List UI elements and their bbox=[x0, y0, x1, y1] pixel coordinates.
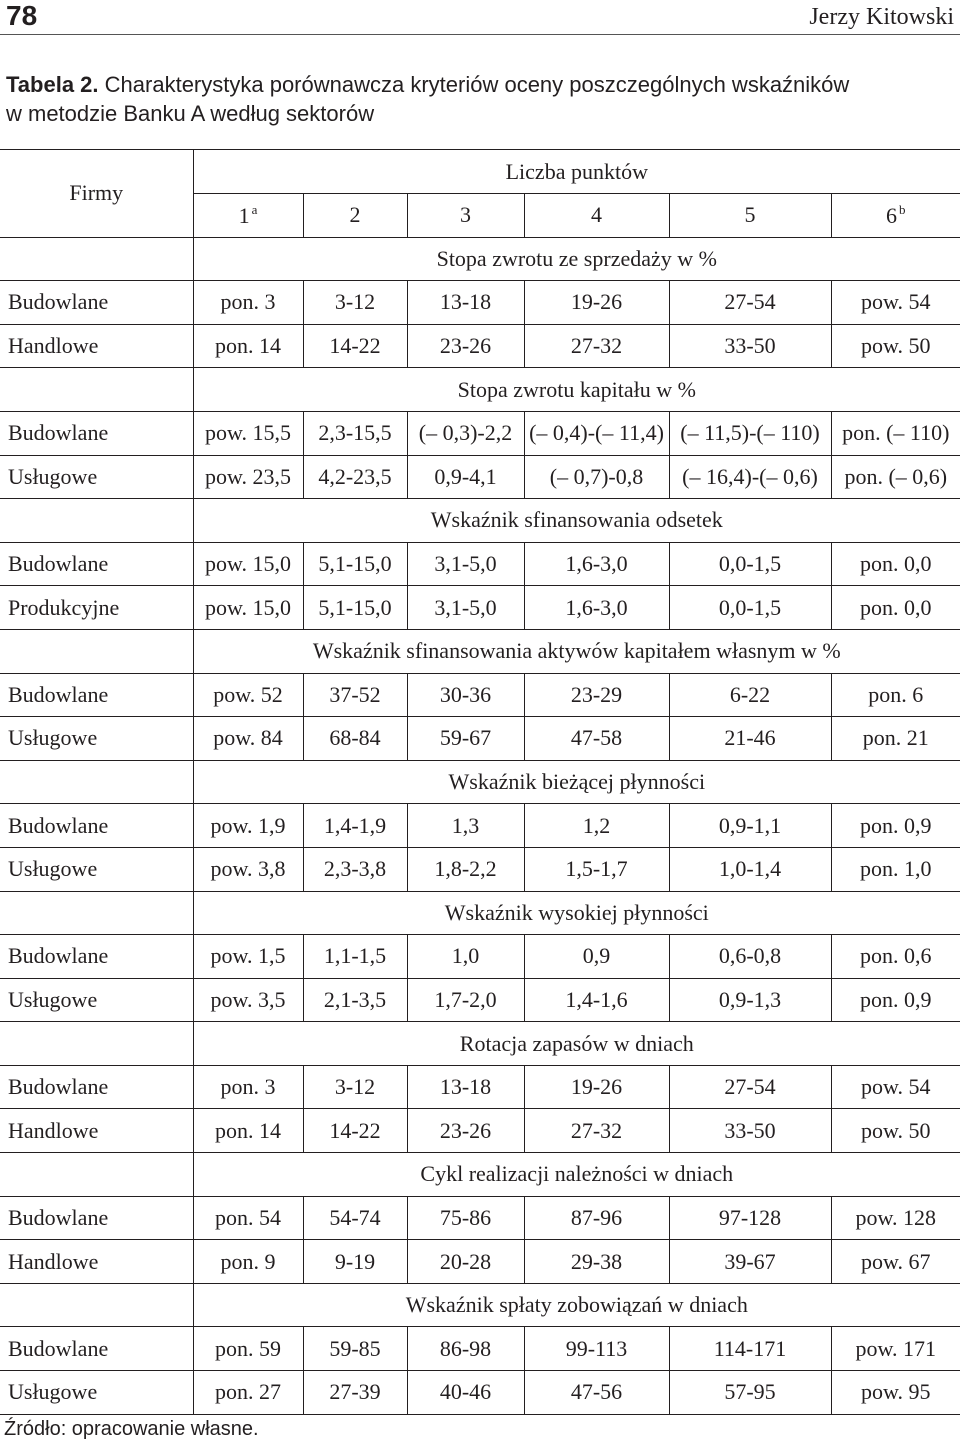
table-row bbox=[0, 542, 960, 586]
table-row bbox=[0, 411, 960, 455]
value-cell: pow. 50 bbox=[831, 324, 960, 368]
column-header bbox=[407, 194, 524, 238]
column-header bbox=[831, 194, 960, 238]
value-cell: 1,1-1,5 bbox=[303, 935, 407, 979]
section-title: Stopa zwrotu kapitału w % bbox=[193, 368, 960, 412]
firm-cell: Budowlane bbox=[0, 673, 193, 717]
firms-header: Firmy bbox=[0, 150, 193, 238]
section-spacer-cell bbox=[0, 368, 193, 412]
column-header-label: 5 bbox=[744, 202, 756, 228]
table-row bbox=[0, 1065, 960, 1109]
value-cell: pow. 1,5 bbox=[193, 935, 303, 979]
section-spacer-cell bbox=[0, 760, 193, 804]
firm-cell: Budowlane bbox=[0, 1327, 193, 1371]
value-cell: 27-39 bbox=[303, 1371, 407, 1415]
section-title: Rotacja zapasów w dniach bbox=[193, 1022, 960, 1066]
page-number: 78 bbox=[6, 0, 38, 31]
value-cell: 23-26 bbox=[407, 324, 524, 368]
value-cell: 68-84 bbox=[303, 717, 407, 761]
firm-cell: Budowlane bbox=[0, 281, 193, 325]
section-row bbox=[0, 1153, 960, 1197]
value-cell: 23-29 bbox=[524, 673, 669, 717]
value-cell: pow. 128 bbox=[831, 1196, 960, 1240]
section-title: Cykl realizacji należności w dniach bbox=[193, 1153, 960, 1197]
section-spacer-cell bbox=[0, 1283, 193, 1327]
value-cell: 86-98 bbox=[407, 1327, 524, 1371]
section-row bbox=[0, 891, 960, 935]
value-cell: 27-32 bbox=[524, 1109, 669, 1153]
section-row bbox=[0, 237, 960, 281]
table-row bbox=[0, 935, 960, 979]
value-cell: 97-128 bbox=[669, 1196, 831, 1240]
value-cell: 0,9-1,3 bbox=[669, 978, 831, 1022]
value-cell: pow. 52 bbox=[193, 673, 303, 717]
section-spacer-cell bbox=[0, 237, 193, 281]
value-cell: 54-74 bbox=[303, 1196, 407, 1240]
value-cell: 47-56 bbox=[524, 1371, 669, 1415]
column-header bbox=[303, 194, 407, 238]
table-row bbox=[0, 1371, 960, 1415]
value-cell: 3,1-5,0 bbox=[407, 586, 524, 630]
value-cell: pow. 171 bbox=[831, 1327, 960, 1371]
value-cell: 13-18 bbox=[407, 281, 524, 325]
column-footnote-marker: a bbox=[251, 201, 258, 217]
page-author: Jerzy Kitowski bbox=[809, 4, 954, 30]
value-cell: pon. 6 bbox=[831, 673, 960, 717]
value-cell: pon. (– 0,6) bbox=[831, 455, 960, 499]
value-cell: 2,3-3,8 bbox=[303, 847, 407, 891]
value-cell: (– 11,5)-(– 110) bbox=[669, 411, 831, 455]
section-title: Stopa zwrotu ze sprzedaży w % bbox=[193, 237, 960, 281]
value-cell: 1,6-3,0 bbox=[524, 542, 669, 586]
firm-cell: Budowlane bbox=[0, 1065, 193, 1109]
section-spacer-cell bbox=[0, 891, 193, 935]
value-cell: 33-50 bbox=[669, 1109, 831, 1153]
value-cell: 75-86 bbox=[407, 1196, 524, 1240]
column-header-label: 6 bbox=[886, 202, 898, 228]
firm-cell: Budowlane bbox=[0, 411, 193, 455]
value-cell: (– 0,3)-2,2 bbox=[407, 411, 524, 455]
value-cell: pow. 67 bbox=[831, 1240, 960, 1284]
table-row bbox=[0, 1327, 960, 1371]
value-cell: 99-113 bbox=[524, 1327, 669, 1371]
value-cell: 14-22 bbox=[303, 324, 407, 368]
value-cell: 0,0-1,5 bbox=[669, 542, 831, 586]
value-cell: pow. 84 bbox=[193, 717, 303, 761]
section-spacer-cell bbox=[0, 629, 193, 673]
caption-line1: Charakterystyka porównawcza kryteriów oceny poszczególnych wskaźników bbox=[104, 72, 850, 97]
value-cell: 21-46 bbox=[669, 717, 831, 761]
value-cell: pow. 3,5 bbox=[193, 978, 303, 1022]
points-header: Liczba punktów bbox=[193, 150, 960, 194]
value-cell: pon. 0,9 bbox=[831, 804, 960, 848]
section-title: Wskaźnik spłaty zobowiązań w dniach bbox=[193, 1283, 960, 1327]
value-cell: pon. 9 bbox=[193, 1240, 303, 1284]
value-cell: 47-58 bbox=[524, 717, 669, 761]
value-cell: 27-54 bbox=[669, 1065, 831, 1109]
value-cell: pon. 14 bbox=[193, 1109, 303, 1153]
caption-line2: w metodzie Banku A według sektorów bbox=[6, 101, 375, 126]
table-row bbox=[0, 673, 960, 717]
page-header bbox=[0, 0, 960, 35]
value-cell: 1,8-2,2 bbox=[407, 847, 524, 891]
value-cell: 29-38 bbox=[524, 1240, 669, 1284]
value-cell: pow. 54 bbox=[831, 1065, 960, 1109]
value-cell: (– 0,7)-0,8 bbox=[524, 455, 669, 499]
value-cell: pon. 0,6 bbox=[831, 935, 960, 979]
section-row bbox=[0, 1283, 960, 1327]
value-cell: 13-18 bbox=[407, 1065, 524, 1109]
value-cell: pow. 23,5 bbox=[193, 455, 303, 499]
section-row bbox=[0, 499, 960, 543]
value-cell: 2,1-3,5 bbox=[303, 978, 407, 1022]
value-cell: 3-12 bbox=[303, 281, 407, 325]
value-cell: pow. 1,9 bbox=[193, 804, 303, 848]
value-cell: 1,0 bbox=[407, 935, 524, 979]
value-cell: 3-12 bbox=[303, 1065, 407, 1109]
value-cell: pon. 59 bbox=[193, 1327, 303, 1371]
table-row bbox=[0, 324, 960, 368]
column-header-label: 4 bbox=[591, 202, 602, 228]
value-cell: 0,9 bbox=[524, 935, 669, 979]
value-cell: 14-22 bbox=[303, 1109, 407, 1153]
firm-cell: Handlowe bbox=[0, 324, 193, 368]
value-cell: pon. 0,0 bbox=[831, 586, 960, 630]
value-cell: 2,3-15,5 bbox=[303, 411, 407, 455]
value-cell: pow. 54 bbox=[831, 281, 960, 325]
column-footnote-marker: b bbox=[899, 201, 906, 217]
table-row bbox=[0, 281, 960, 325]
firm-cell: Budowlane bbox=[0, 935, 193, 979]
value-cell: 40-46 bbox=[407, 1371, 524, 1415]
firm-cell: Budowlane bbox=[0, 804, 193, 848]
value-cell: 1,7-2,0 bbox=[407, 978, 524, 1022]
value-cell: 0,9-1,1 bbox=[669, 804, 831, 848]
value-cell: 33-50 bbox=[669, 324, 831, 368]
section-title: Wskaźnik bieżącej płynności bbox=[193, 760, 960, 804]
value-cell: 3,1-5,0 bbox=[407, 542, 524, 586]
table-row bbox=[0, 455, 960, 499]
value-cell: 39-67 bbox=[669, 1240, 831, 1284]
table-row bbox=[0, 1109, 960, 1153]
section-spacer-cell bbox=[0, 1022, 193, 1066]
value-cell: pon. 27 bbox=[193, 1371, 303, 1415]
value-cell: 37-52 bbox=[303, 673, 407, 717]
value-cell: 27-54 bbox=[669, 281, 831, 325]
value-cell: 0,9-4,1 bbox=[407, 455, 524, 499]
section-title: Wskaźnik sfinansowania odsetek bbox=[193, 499, 960, 543]
value-cell: pow. 50 bbox=[831, 1109, 960, 1153]
firm-cell: Budowlane bbox=[0, 542, 193, 586]
firm-cell: Produkcyjne bbox=[0, 586, 193, 630]
value-cell: 27-32 bbox=[524, 324, 669, 368]
value-cell: pow. 15,0 bbox=[193, 586, 303, 630]
value-cell: 1,4-1,9 bbox=[303, 804, 407, 848]
column-header bbox=[193, 194, 303, 238]
value-cell: pon. (– 110) bbox=[831, 411, 960, 455]
data-table bbox=[0, 149, 960, 1415]
table-row bbox=[0, 717, 960, 761]
value-cell: 0,0-1,5 bbox=[669, 586, 831, 630]
value-cell: 4,2-23,5 bbox=[303, 455, 407, 499]
value-cell: (– 0,4)-(– 11,4) bbox=[524, 411, 669, 455]
value-cell: pon. 0,9 bbox=[831, 978, 960, 1022]
column-header bbox=[524, 194, 669, 238]
value-cell: 23-26 bbox=[407, 1109, 524, 1153]
value-cell: pon. 1,0 bbox=[831, 847, 960, 891]
section-spacer-cell bbox=[0, 499, 193, 543]
section-row bbox=[0, 760, 960, 804]
value-cell: 1,2 bbox=[524, 804, 669, 848]
value-cell: pow. 15,5 bbox=[193, 411, 303, 455]
table-row bbox=[0, 1196, 960, 1240]
value-cell: 57-95 bbox=[669, 1371, 831, 1415]
value-cell: 1,5-1,7 bbox=[524, 847, 669, 891]
firm-cell: Handlowe bbox=[0, 1240, 193, 1284]
value-cell: 114-171 bbox=[669, 1327, 831, 1371]
value-cell: 87-96 bbox=[524, 1196, 669, 1240]
value-cell: 9-19 bbox=[303, 1240, 407, 1284]
value-cell: 1,4-1,6 bbox=[524, 978, 669, 1022]
value-cell: 20-28 bbox=[407, 1240, 524, 1284]
value-cell: pon. 3 bbox=[193, 281, 303, 325]
value-cell: 1,3 bbox=[407, 804, 524, 848]
source-note: Źródło: opracowanie własne. bbox=[4, 1418, 259, 1440]
table-row bbox=[0, 978, 960, 1022]
table-row bbox=[0, 804, 960, 848]
section-title: Wskaźnik wysokiej płynności bbox=[193, 891, 960, 935]
value-cell: 1,6-3,0 bbox=[524, 586, 669, 630]
value-cell: 5,1-15,0 bbox=[303, 542, 407, 586]
column-header bbox=[669, 194, 831, 238]
value-cell: pon. 21 bbox=[831, 717, 960, 761]
section-row bbox=[0, 629, 960, 673]
value-cell: 19-26 bbox=[524, 281, 669, 325]
column-header-label: 3 bbox=[460, 202, 471, 228]
value-cell: (– 16,4)-(– 0,6) bbox=[669, 455, 831, 499]
section-row bbox=[0, 368, 960, 412]
value-cell: 30-36 bbox=[407, 673, 524, 717]
firm-cell: Handlowe bbox=[0, 1109, 193, 1153]
table-row bbox=[0, 586, 960, 630]
firm-cell: Budowlane bbox=[0, 1196, 193, 1240]
value-cell: pow. 95 bbox=[831, 1371, 960, 1415]
value-cell: 19-26 bbox=[524, 1065, 669, 1109]
caption-label: Tabela 2. bbox=[6, 72, 99, 97]
firm-cell: Usługowe bbox=[0, 455, 193, 499]
value-cell: pon. 0,0 bbox=[831, 542, 960, 586]
value-cell: 6-22 bbox=[669, 673, 831, 717]
value-cell: 5,1-15,0 bbox=[303, 586, 407, 630]
firm-cell: Usługowe bbox=[0, 1371, 193, 1415]
value-cell: 0,6-0,8 bbox=[669, 935, 831, 979]
table-caption bbox=[6, 70, 906, 128]
firm-cell: Usługowe bbox=[0, 717, 193, 761]
column-header-label: 1 bbox=[238, 202, 250, 228]
value-cell: 1,0-1,4 bbox=[669, 847, 831, 891]
column-header-label: 2 bbox=[349, 202, 361, 228]
value-cell: pow. 3,8 bbox=[193, 847, 303, 891]
value-cell: pow. 15,0 bbox=[193, 542, 303, 586]
section-row bbox=[0, 1022, 960, 1066]
value-cell: 59-85 bbox=[303, 1327, 407, 1371]
firm-cell: Usługowe bbox=[0, 978, 193, 1022]
table-body bbox=[0, 237, 960, 1414]
table-row bbox=[0, 847, 960, 891]
value-cell: pon. 54 bbox=[193, 1196, 303, 1240]
table-row bbox=[0, 1240, 960, 1284]
value-cell: 59-67 bbox=[407, 717, 524, 761]
value-cell: pon. 3 bbox=[193, 1065, 303, 1109]
value-cell: pon. 14 bbox=[193, 324, 303, 368]
section-spacer-cell bbox=[0, 1153, 193, 1197]
section-title: Wskaźnik sfinansowania aktywów kapitałem własnym w % bbox=[193, 629, 960, 673]
firm-cell: Usługowe bbox=[0, 847, 193, 891]
